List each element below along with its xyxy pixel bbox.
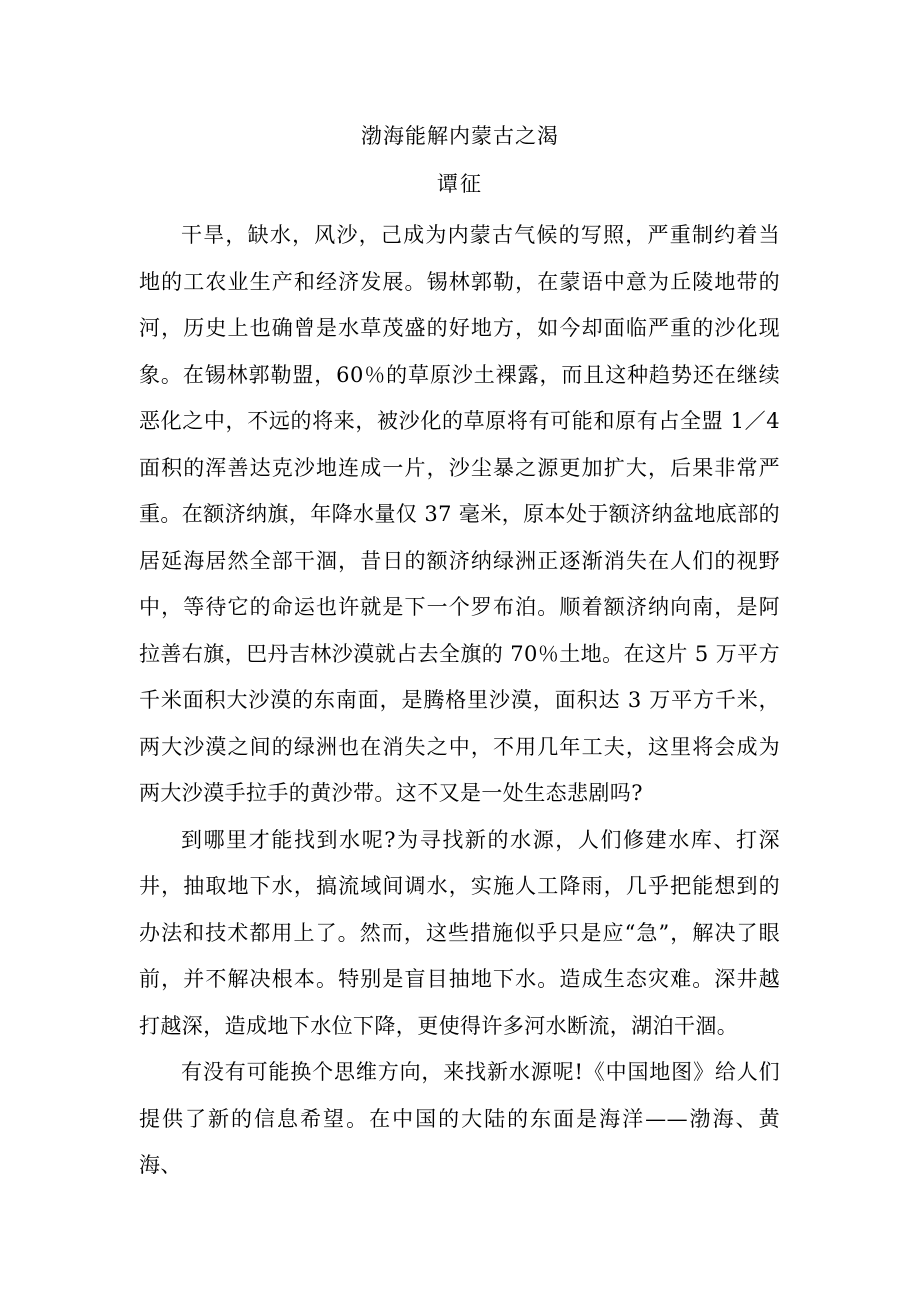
document-author: 谭征 bbox=[437, 172, 483, 196]
document-title: 渤海能解内蒙古之渴 bbox=[361, 124, 559, 148]
paragraph-1: 干旱，缺水，风沙，己成为内蒙古气候的写照，严重制约着当地的工农业生产和经济发展。锡林郭勒，在蒙语中意为丘陵地带的河，历史上也确曾是水草茂盛的好地方，如今却面临严重的沙化现象。在锡林郭勒盟，60％的草原沙土裸露，而且这种趋势还在继续恶化之中，不远的将来，被沙化的草原将有可能和原有占全盟 1／4 面积的浑善达克沙地连成一片，沙尘暴之源更加扩大，后果非常严重。在额济纳旗，年降水量仅 37 毫米，原本处于额济纳盆地底部的居延海居然全部干涸，昔日的额济纳绿洲正逐渐消失在人们的视野中，等待它的命运也许就是下一个罗布泊。顺着额济纳向南，是阿拉善右旗，巴丹吉林沙漠就占去全旗的 70％土地。在这片 5 万平方千米面积大沙漠的东南面，是腾格里沙漠，面积达 3 万平方千米，两大沙漠之间的绿洲也在消失之中，不用几年工夫，这里将会成为两大沙漠手拉手的黄沙带。这不又是一处生态悲剧吗? bbox=[139, 223, 780, 805]
paragraph-3: 有没有可能换个思维方向，来找新水源呢!《中国地图》给人们提供了新的信息希望。在中国的大陆的东面是海洋——渤海、黄海、 bbox=[139, 1060, 780, 1177]
document-body bbox=[139, 212, 780, 1189]
paragraph-2: 到哪里才能找到水呢?为寻找新的水源，人们修建水库、打深井，抽取地下水，搞流域间调水，实施人工降雨，几乎把能想到的办法和技术都用上了。然而，这些措施似乎只是应“急”，解决了眼前，并不解决根本。特别是盲目抽地下水。造成生态灾难。深井越打越深，造成地下水位下降，更使得许多河水断流，湖泊干涸。 bbox=[139, 827, 780, 1038]
